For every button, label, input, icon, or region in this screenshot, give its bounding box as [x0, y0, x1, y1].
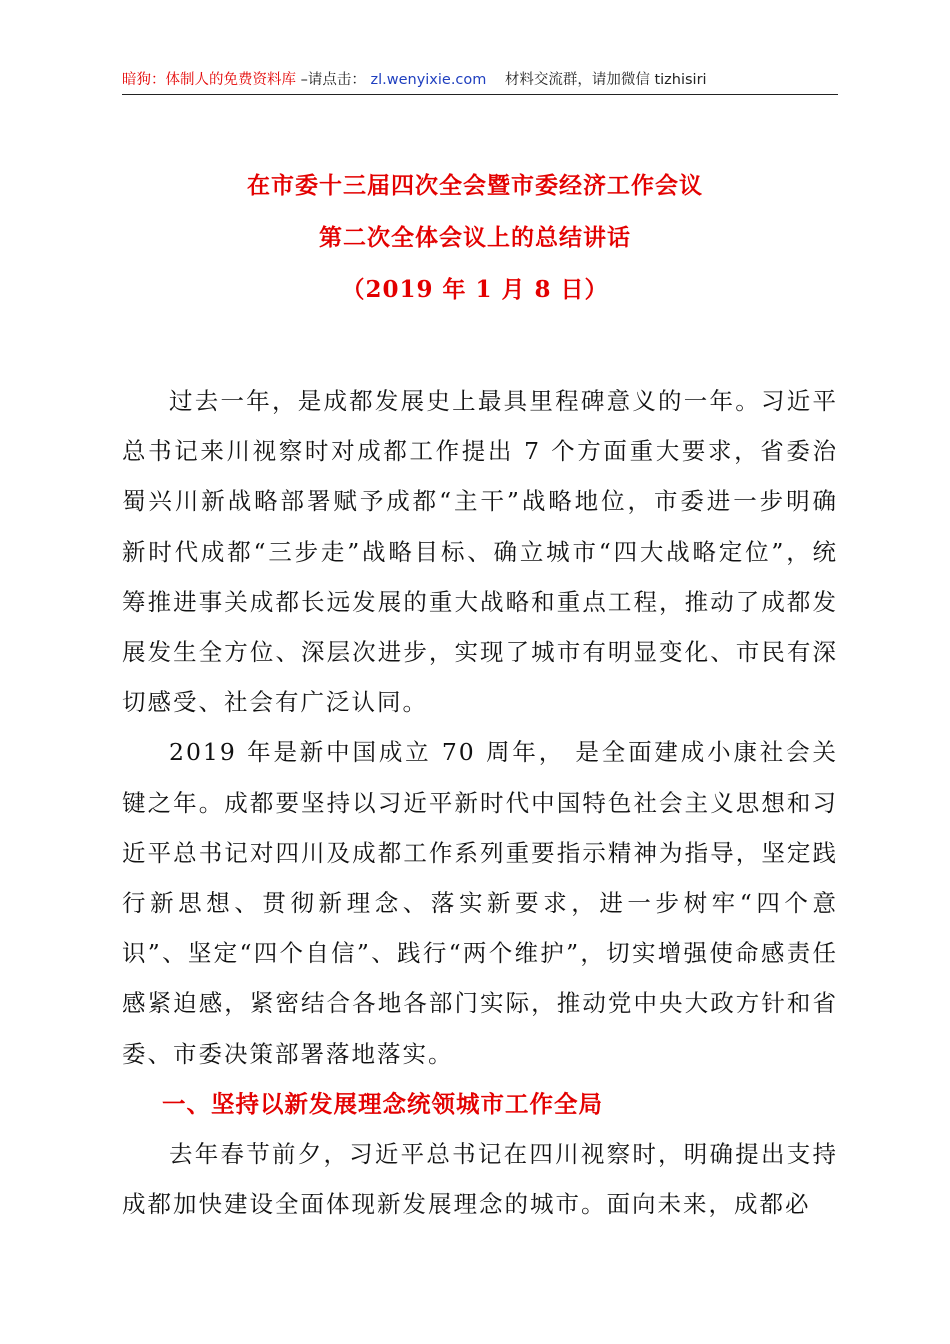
paragraph-2: 2019 年是新中国成立 70 周年， 是全面建成小康社会关键之年。成都要坚持以习近平新时代中国特色社会主义思想和习近平总书记对四川及成都工作系列重要指示精神为指导，坚定践行新思想、贯彻新理念、落实新要求，进一步树牢“四个意识”、坚定“四个自信”、践行“两个维护”，切实增强使命感责任感紧迫感，紧密结合各地各部门实际，推动党中央大政方针和省委、市委决策部署落地落实。	[122, 738, 838, 1068]
title-line-2: 第二次全体会议上的总结讲话	[319, 224, 631, 251]
document-body	[122, 376, 838, 1229]
section-1-heading: 一、坚持以新发展理念统领城市工作全局	[162, 1089, 603, 1118]
section-1-paragraph: 去年春节前夕，习近平总书记在四川视察时，明确提出支持成都加快建设全面体现新发展理念的城市。面向未来，成都必	[122, 1140, 838, 1219]
document-title	[0, 160, 950, 316]
header-wechat-note: 材料交流群，请加微信 tizhisiri	[504, 72, 707, 88]
title-line-1: 在市委十三届四次全会暨市委经济工作会议	[247, 172, 703, 199]
header-click-prompt: –请点击：	[296, 72, 366, 88]
header-link[interactable]: zl.wenyixie.com	[370, 72, 487, 88]
title-date: （2019 年 1 月 8 日）	[341, 276, 609, 303]
page-header	[122, 66, 838, 95]
header-site-name: 暗狗：体制人的免费资料库	[122, 72, 296, 88]
paragraph-1: 过去一年，是成都发展史上最具里程碑意义的一年。习近平总书记来川视察时对成都工作提出 7 个方面重大要求，省委治蜀兴川新战略部署赋予成都“主干”战略地位，市委进一步明确新时代成都“三步走”战略目标、确立城市“四大战略定位”，统筹推进事关成都长远发展的重大战略和重点工程，推动了成都发展发生全方位、深层次进步，实现了城市有明显变化、市民有深切感受、社会有广泛认同。	[122, 387, 838, 717]
